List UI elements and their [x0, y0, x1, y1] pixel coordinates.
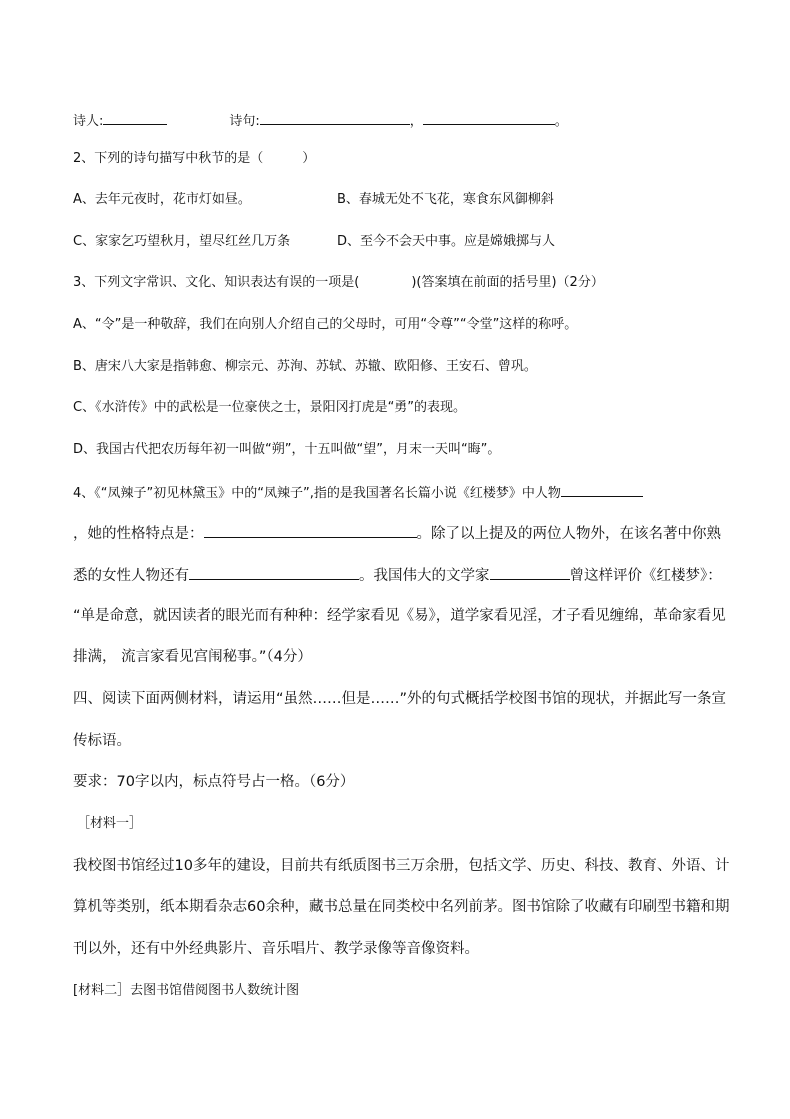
q4-character-blank[interactable]	[561, 482, 643, 497]
q4-part2b: 。除了以上提及的两位人物外，在该名著中你熟	[416, 526, 721, 542]
q4-part3b: 。我国伟大的文学家	[359, 568, 490, 584]
q4-part3c: 曾这样评价《红楼梦》：	[569, 568, 722, 584]
q2-option-b: B、春城无处不飞花，寒食东风御柳斜	[337, 192, 554, 207]
q4-writer-blank[interactable]	[490, 565, 570, 580]
poet-blank[interactable]	[103, 110, 167, 125]
q3-stem: 3、下列文字常识、文化、知识表达有误的一项是( )(答案填在前面的括号里)（2分）	[73, 275, 604, 290]
q2-option-d: D、至今不会天中事。应是嫦娥掷与人	[337, 234, 556, 249]
comma: ，	[409, 114, 423, 129]
q3-option-a: A、“令”是一种敬辞，我们在向别人介绍自己的父母时，可用“令尊”“令堂”这样的称呼。	[73, 317, 578, 332]
q1-answer-line	[73, 110, 568, 131]
q3-option-d: D、我国古代把农历每年初一叫做“朔”，十五叫做“望”，月末一天叫“晦”。	[73, 442, 501, 457]
poet-label: 诗人:	[73, 114, 104, 129]
q4-female-blank[interactable]	[189, 565, 359, 580]
q4-line-3	[73, 565, 722, 585]
q4-part2a: ，她的性格特点是：	[73, 526, 204, 542]
q2-option-a: A、去年元夜时，花市灯如昼。	[73, 192, 251, 207]
q4-part3a: 悉的女性人物还有	[73, 568, 189, 584]
q4-part1: 4、《“凤辣子”初见林黛玉》中的“凤辣子”,指的是我国著名长篇小说《红楼梦》中人物	[73, 486, 561, 501]
q4-trait-blank[interactable]	[204, 523, 417, 538]
q4-line-2	[73, 523, 721, 543]
material1-line-2: 算机等类别，纸本期看杂志60余种，藏书总量在同类校中名列前茅。图书馆除了收藏有印刷型书籍和期	[73, 899, 730, 915]
poem-blank-1[interactable]	[260, 110, 410, 125]
q2-option-c: C、家家乞巧望秋月，望尽红丝几万条	[73, 234, 291, 249]
poem-blank-2[interactable]	[423, 110, 555, 125]
q3-option-c: C、《水浒传》中的武松是一位豪侠之士，景阳冈打虎是“勇”的表现。	[73, 400, 467, 415]
q4-line-5: 排满， 流言家看见宫闱秘事。”（4分）	[73, 649, 312, 665]
section4-requirement: 要求：70字以内，标点符号占一格。（6分）	[73, 774, 355, 790]
material1-line-3: 刊以外，还有中外经典影片、音乐唱片、教学录像等音像资料。	[73, 941, 479, 957]
section4-title-1: 四、阅读下面两侧材料，请运用“虽然……但是……”外的句式概括学校图书馆的现状，并据此写一条宣	[73, 691, 727, 707]
q3-option-b: B、唐宋八大家是指韩愈、柳宗元、苏洵、苏轼、苏辙、欧阳修、王安石、曾巩。	[73, 359, 537, 374]
q4-line-4: “单是命意，就因读者的眼光而有种种：经学家看见《易》，道学家看见淫，才子看见缠绵，革命家看见	[73, 608, 726, 624]
material1-line-1: 我校图书馆经过10多年的建设，目前共有纸质图书三万余册，包括文学、历史、科技、教育、外语、计	[73, 858, 730, 874]
material2-label: [材料二］去图书馆借阅图书人数统计图	[73, 983, 300, 998]
material1-label: ［材料一］	[77, 816, 143, 831]
period: 。	[554, 114, 568, 129]
section4-title-2: 传标语。	[73, 733, 131, 749]
q2-stem: 2、下列的诗句描写中秋节的是（ ）	[73, 151, 316, 166]
q4-line-1	[73, 482, 643, 503]
poem-label: 诗句:	[229, 114, 260, 129]
